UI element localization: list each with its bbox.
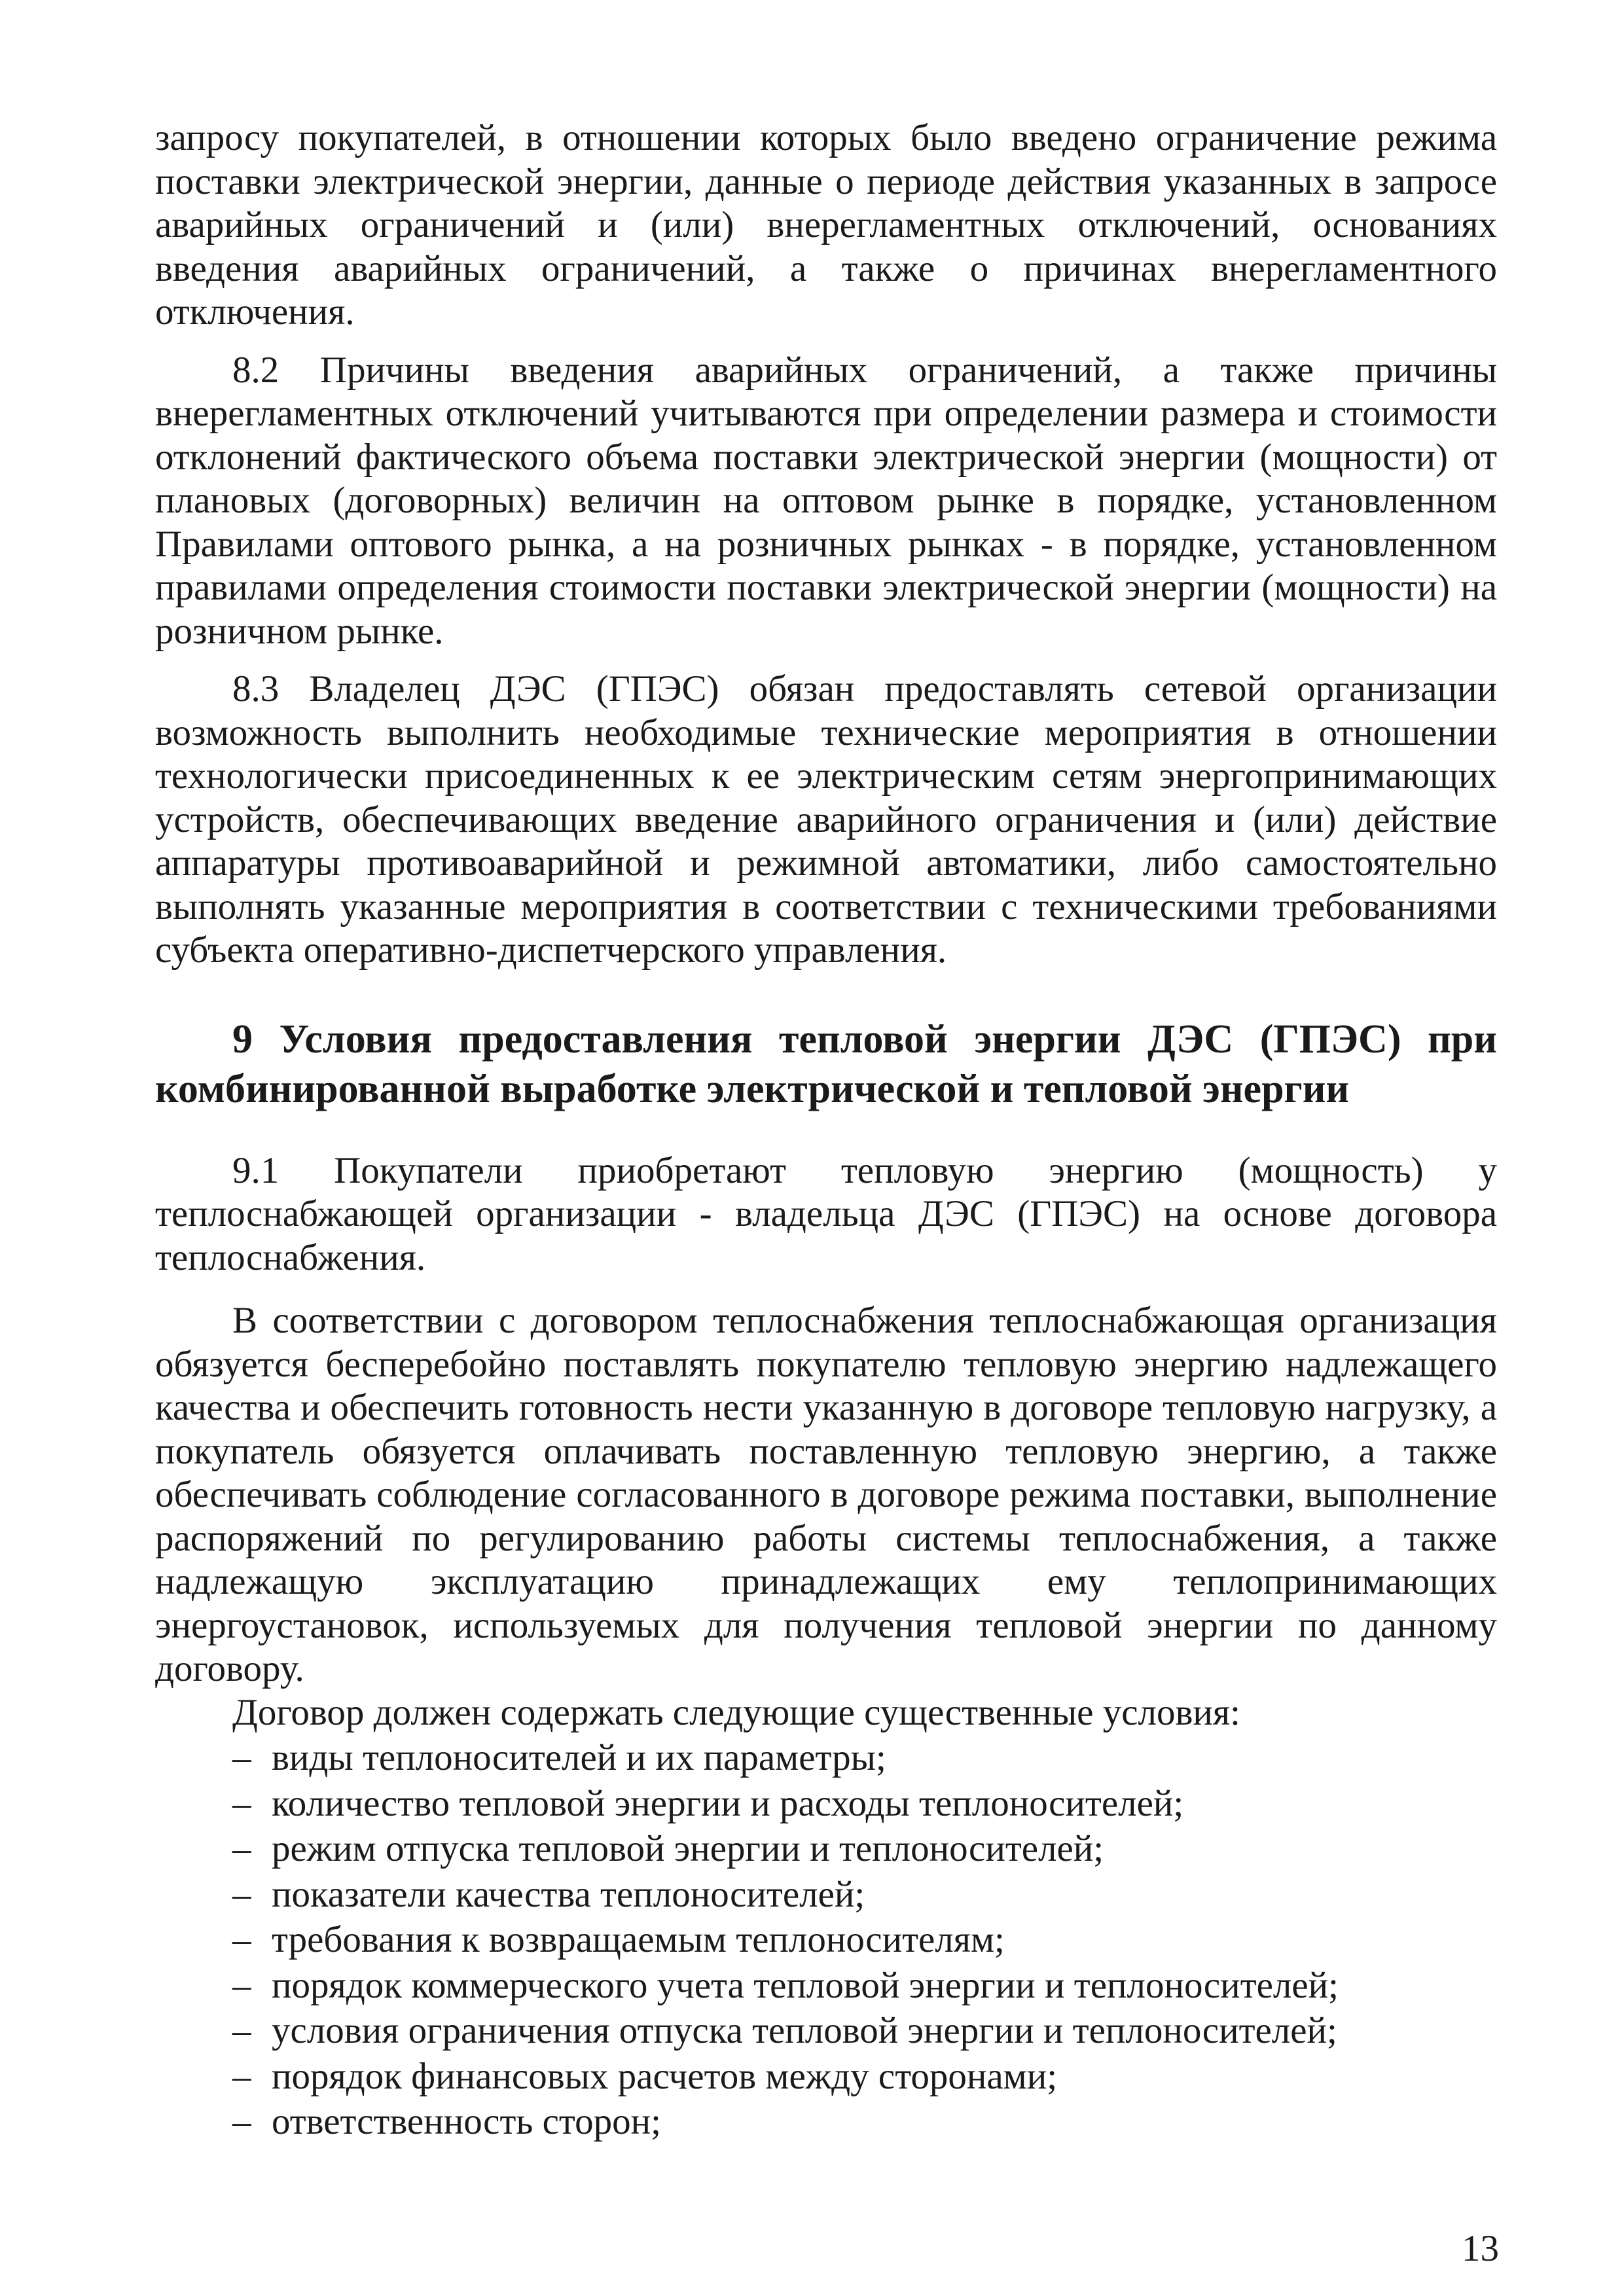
list-item: – порядок финансовых расчетов между сторонами; bbox=[155, 2055, 1497, 2099]
dash-icon: – bbox=[232, 2101, 251, 2142]
list-item: – количество тепловой энергии и расходы теплоносителей; bbox=[155, 1782, 1497, 1826]
paragraph-8-2: 8.2 Причины введения аварийных ограничений, а также причины внерегламентных отключений учитываются при определении размера и стоимости отклонений фактического объема поставки электрической энергии (мощности) от плановых (договорных) величин на оптовом рынке в порядке, установленном Правилами оптового рынка, а на розничных рынках - в порядке, установленном правилами определения стоимости поставки электрической энергии (мощности) на розничном рынке. bbox=[155, 349, 1497, 652]
dash-icon: – bbox=[232, 1828, 251, 1869]
paragraph-8-3: 8.3 Владелец ДЭС (ГПЭС) обязан предоставлять сетевой организации возможность выполнить необходимые технические мероприятия в отношении технологически присоединенных к ее электрическим сетям энергопринимающих устройств, обеспечивающих введение аварийного ограничения и (или) действие аппаратуры противоаварийной и режимной автоматики, либо самостоятельно выполнять указанные мероприятия в соответствии с техническими требованиями субъекта оперативно-диспетчерского управления. bbox=[155, 668, 1497, 971]
dash-icon: – bbox=[232, 1919, 251, 1960]
list-item: – требования к возвращаемым теплоносителям; bbox=[155, 1918, 1497, 1962]
paragraph-contract: В соответствии с договором теплоснабжения теплоснабжающая организация обязуется бесперебойно поставлять покупателю тепловую энергию надлежащего качества и обеспечить готовность нести указанную в договоре тепловую нагрузку, а покупатель обязуется оплачивать поставленную тепловую энергию, а также обеспечивать соблюдение согласованного в договоре режима поставки, выполнение распоряжений по регулированию работы системы теплоснабжения, а также надлежащую эксплуатацию принадлежащих ему теплопринимающих энергоустановок, используемых для получения тепловой энергии по данному договору. bbox=[155, 1300, 1497, 1689]
document-page bbox=[155, 117, 1497, 2144]
page-number: 13 bbox=[1462, 2228, 1499, 2269]
list-item: – виды теплоносителей и их параметры; bbox=[155, 1736, 1497, 1780]
dash-icon: – bbox=[232, 2055, 251, 2097]
dash-icon: – bbox=[232, 2010, 251, 2051]
paragraph-9-1: 9.1 Покупатели приобретают тепловую энергию (мощность) у теплоснабжающей организации - владельца ДЭС (ГПЭС) на основе договора теплоснабжения. bbox=[155, 1149, 1497, 1278]
list-item: – ответственность сторон; bbox=[155, 2100, 1497, 2144]
section-9-heading: 9 Условия предоставления тепловой энергии ДЭС (ГПЭС) при комбинированной выработке электрической и тепловой энергии bbox=[155, 1016, 1497, 1111]
continuation-paragraph: запросу покупателей, в отношении которых было введено ограничение режима поставки электрической энергии, данные о периоде действия указанных в запросе аварийных ограничений и (или) внерегламентных отключений, основаниях введения аварийных ограничений, а также о причинах внерегламентного отключения. bbox=[155, 117, 1497, 332]
list-item: – показатели качества теплоносителей; bbox=[155, 1873, 1497, 1917]
dash-icon: – bbox=[232, 1873, 251, 1915]
dash-icon: – bbox=[232, 1964, 251, 2006]
list-intro: Договор должен содержать следующие существенные условия: bbox=[232, 1691, 1240, 1733]
dash-icon: – bbox=[232, 1782, 251, 1824]
conditions-list bbox=[155, 1736, 1497, 2144]
list-item: – режим отпуска тепловой энергии и теплоносителей; bbox=[155, 1827, 1497, 1871]
list-item: – условия ограничения отпуска тепловой энергии и теплоносителей; bbox=[155, 2009, 1497, 2053]
dash-icon: – bbox=[232, 1737, 251, 1778]
list-item: – порядок коммерческого учета тепловой энергии и теплоносителей; bbox=[155, 1964, 1497, 2008]
